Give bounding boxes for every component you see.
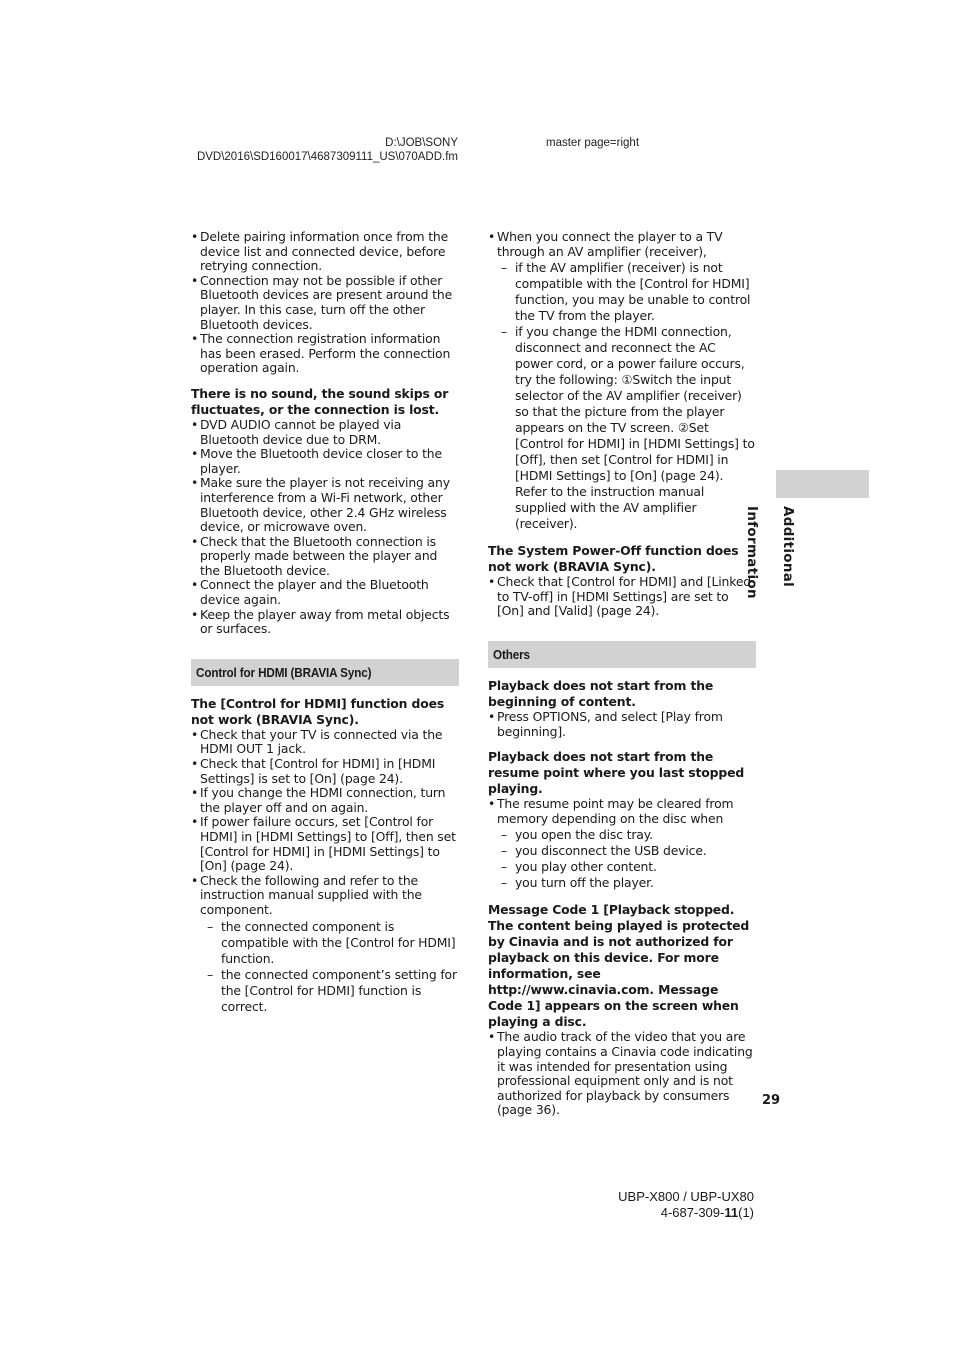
file-path <box>197 136 458 164</box>
beginning-heading: Playback does not start from the beginning of content. <box>488 677 714 709</box>
left-column <box>191 230 459 1016</box>
section-header-others <box>488 641 756 668</box>
list-item: – if the AV amplifier (receiver) is not compatible with the [Control for HDMI] function, you may be unable to control the TV from the player. <box>501 260 756 324</box>
list-item: • Keep the player away from metal objects or surfaces. <box>191 608 459 637</box>
part-code <box>618 1205 754 1221</box>
hdmi-heading: The [Control for HDMI] function does not work (BRAVIA Sync). <box>191 695 445 727</box>
list-item: • The audio track of the video that you are playing contains a Cinavia code indicating it was intended for presentation using professional equipment only and is not authorized for playback by consumers (page 36). <box>488 1030 756 1118</box>
sound-heading: There is no sound, the sound skips or fluctuates, or the connection is lost. <box>191 385 449 417</box>
sound-list <box>191 418 459 637</box>
list-item: – you disconnect the USB device. <box>501 843 756 859</box>
list-item: • Check that your TV is connected via the HDMI OUT 1 jack. <box>191 728 459 757</box>
bluetooth-pairing-list <box>191 230 459 376</box>
list-item: • The resume point may be cleared from memory depending on the disc when <box>488 797 756 826</box>
poweroff-heading: The System Power-Off function does not work (BRAVIA Sync). <box>488 543 739 575</box>
hdmi-sub-list <box>207 919 459 1015</box>
side-tab-label <box>744 506 806 676</box>
amplifier-sub-list <box>501 260 756 532</box>
list-item: • Press OPTIONS, and select [Play from beginning]. <box>488 710 756 739</box>
resume-list <box>488 797 756 826</box>
part-code-bold: 11 <box>724 1205 739 1220</box>
list-item: • When you connect the player to a TV through an AV amplifier (receiver), <box>488 230 756 259</box>
list-item: • Check that [Control for HDMI] in [HDMI Settings] is set to [On] (page 24). <box>191 757 459 786</box>
list-item: • Check that [Control for HDMI] and [Linked to TV-off] in [HDMI Settings] are set to [On] and [Valid] (page 24). <box>488 575 756 619</box>
list-item: – the connected component’s setting for the [Control for HDMI] function is correct. <box>207 967 459 1015</box>
beginning-list <box>488 710 756 739</box>
part-code-suffix: (1) <box>738 1205 754 1220</box>
section-title: Control for HDMI (BRAVIA Sync) <box>196 664 372 680</box>
side-tab-marker <box>776 470 869 498</box>
resume-sub-list <box>501 827 756 891</box>
part-code-prefix: 4-687-309- <box>660 1205 725 1220</box>
list-item: – you play other content. <box>501 859 756 875</box>
hdmi-list <box>191 728 459 918</box>
page-number: 29 <box>762 1093 781 1108</box>
list-item: – the connected component is compatible with the [Control for HDMI] function. <box>207 919 459 967</box>
list-item: • DVD AUDIO cannot be played via Bluetooth device due to DRM. <box>191 418 459 447</box>
section-title: Others <box>493 646 530 662</box>
file-path-line1: D:\JOB\SONY <box>385 137 458 149</box>
list-item: – you open the disc tray. <box>501 827 756 843</box>
cinavia-heading: Message Code 1 [Playback stopped. The content being played is protected by Cinavia and is not authorized for playback on this device. For more information, see http://www.cinavia.com. Message Code 1] appears on the screen when playing a disc. <box>488 902 750 1030</box>
list-item: • Check that the Bluetooth connection is properly made between the player and the Bluetooth device. <box>191 535 459 579</box>
poweroff-list <box>488 575 756 619</box>
list-item: – you turn off the player. <box>501 875 756 891</box>
amplifier-list <box>488 230 756 259</box>
master-page-label: master page=right <box>546 137 640 149</box>
file-path-line2: DVD\2016\SD160017\4687309111_US\070ADD.fm <box>196 151 458 163</box>
list-item: • If power failure occurs, set [Control for HDMI] in [HDMI Settings] to [Off], then set [Control for HDMI] in [HDMI Settings] to [On] (page 24). <box>191 815 459 873</box>
cinavia-list <box>488 1030 756 1118</box>
list-item: • Move the Bluetooth device closer to the player. <box>191 447 459 476</box>
list-item: • Connect the player and the Bluetooth device again. <box>191 578 459 607</box>
list-item: • Make sure the player is not receiving any interference from a Wi-Fi network, other Bluetooth device, other 2.4 GHz wireless device, or microwave oven. <box>191 476 459 534</box>
model-name: UBP-X800 / UBP-UX80 <box>618 1189 754 1204</box>
side-tab-text: Additional Information <box>744 506 796 599</box>
list-item: – if you change the HDMI connection, disconnect and reconnect the AC power cord, or a power failure occurs, try the following: ①Switch the input selector of the AV amplifier (receiver) so that the picture from the player appears on the TV screen. ②Set [Control for HDMI] in [HDMI Settings] to [Off], then set [Control for HDMI] in [HDMI Settings] to [On] (page 24). Refer to the instruction manual supplied with the AV amplifier (receiver). <box>501 324 756 532</box>
model-info <box>618 1189 754 1221</box>
right-column <box>488 230 756 1118</box>
list-item: • The connection registration information has been erased. Perform the connection operation again. <box>191 332 459 376</box>
resume-heading: Playback does not start from the resume point where you last stopped playing. <box>488 749 745 797</box>
list-item: • If you change the HDMI connection, turn the player off and on again. <box>191 786 459 815</box>
list-item: • Delete pairing information once from the device list and connected device, before retrying connection. <box>191 230 459 274</box>
section-header-hdmi <box>191 659 459 686</box>
list-item: • Connection may not be possible if other Bluetooth devices are present around the player. In this case, turn off the other Bluetooth devices. <box>191 274 459 332</box>
list-item: • Check the following and refer to the instruction manual supplied with the component. <box>191 874 459 918</box>
